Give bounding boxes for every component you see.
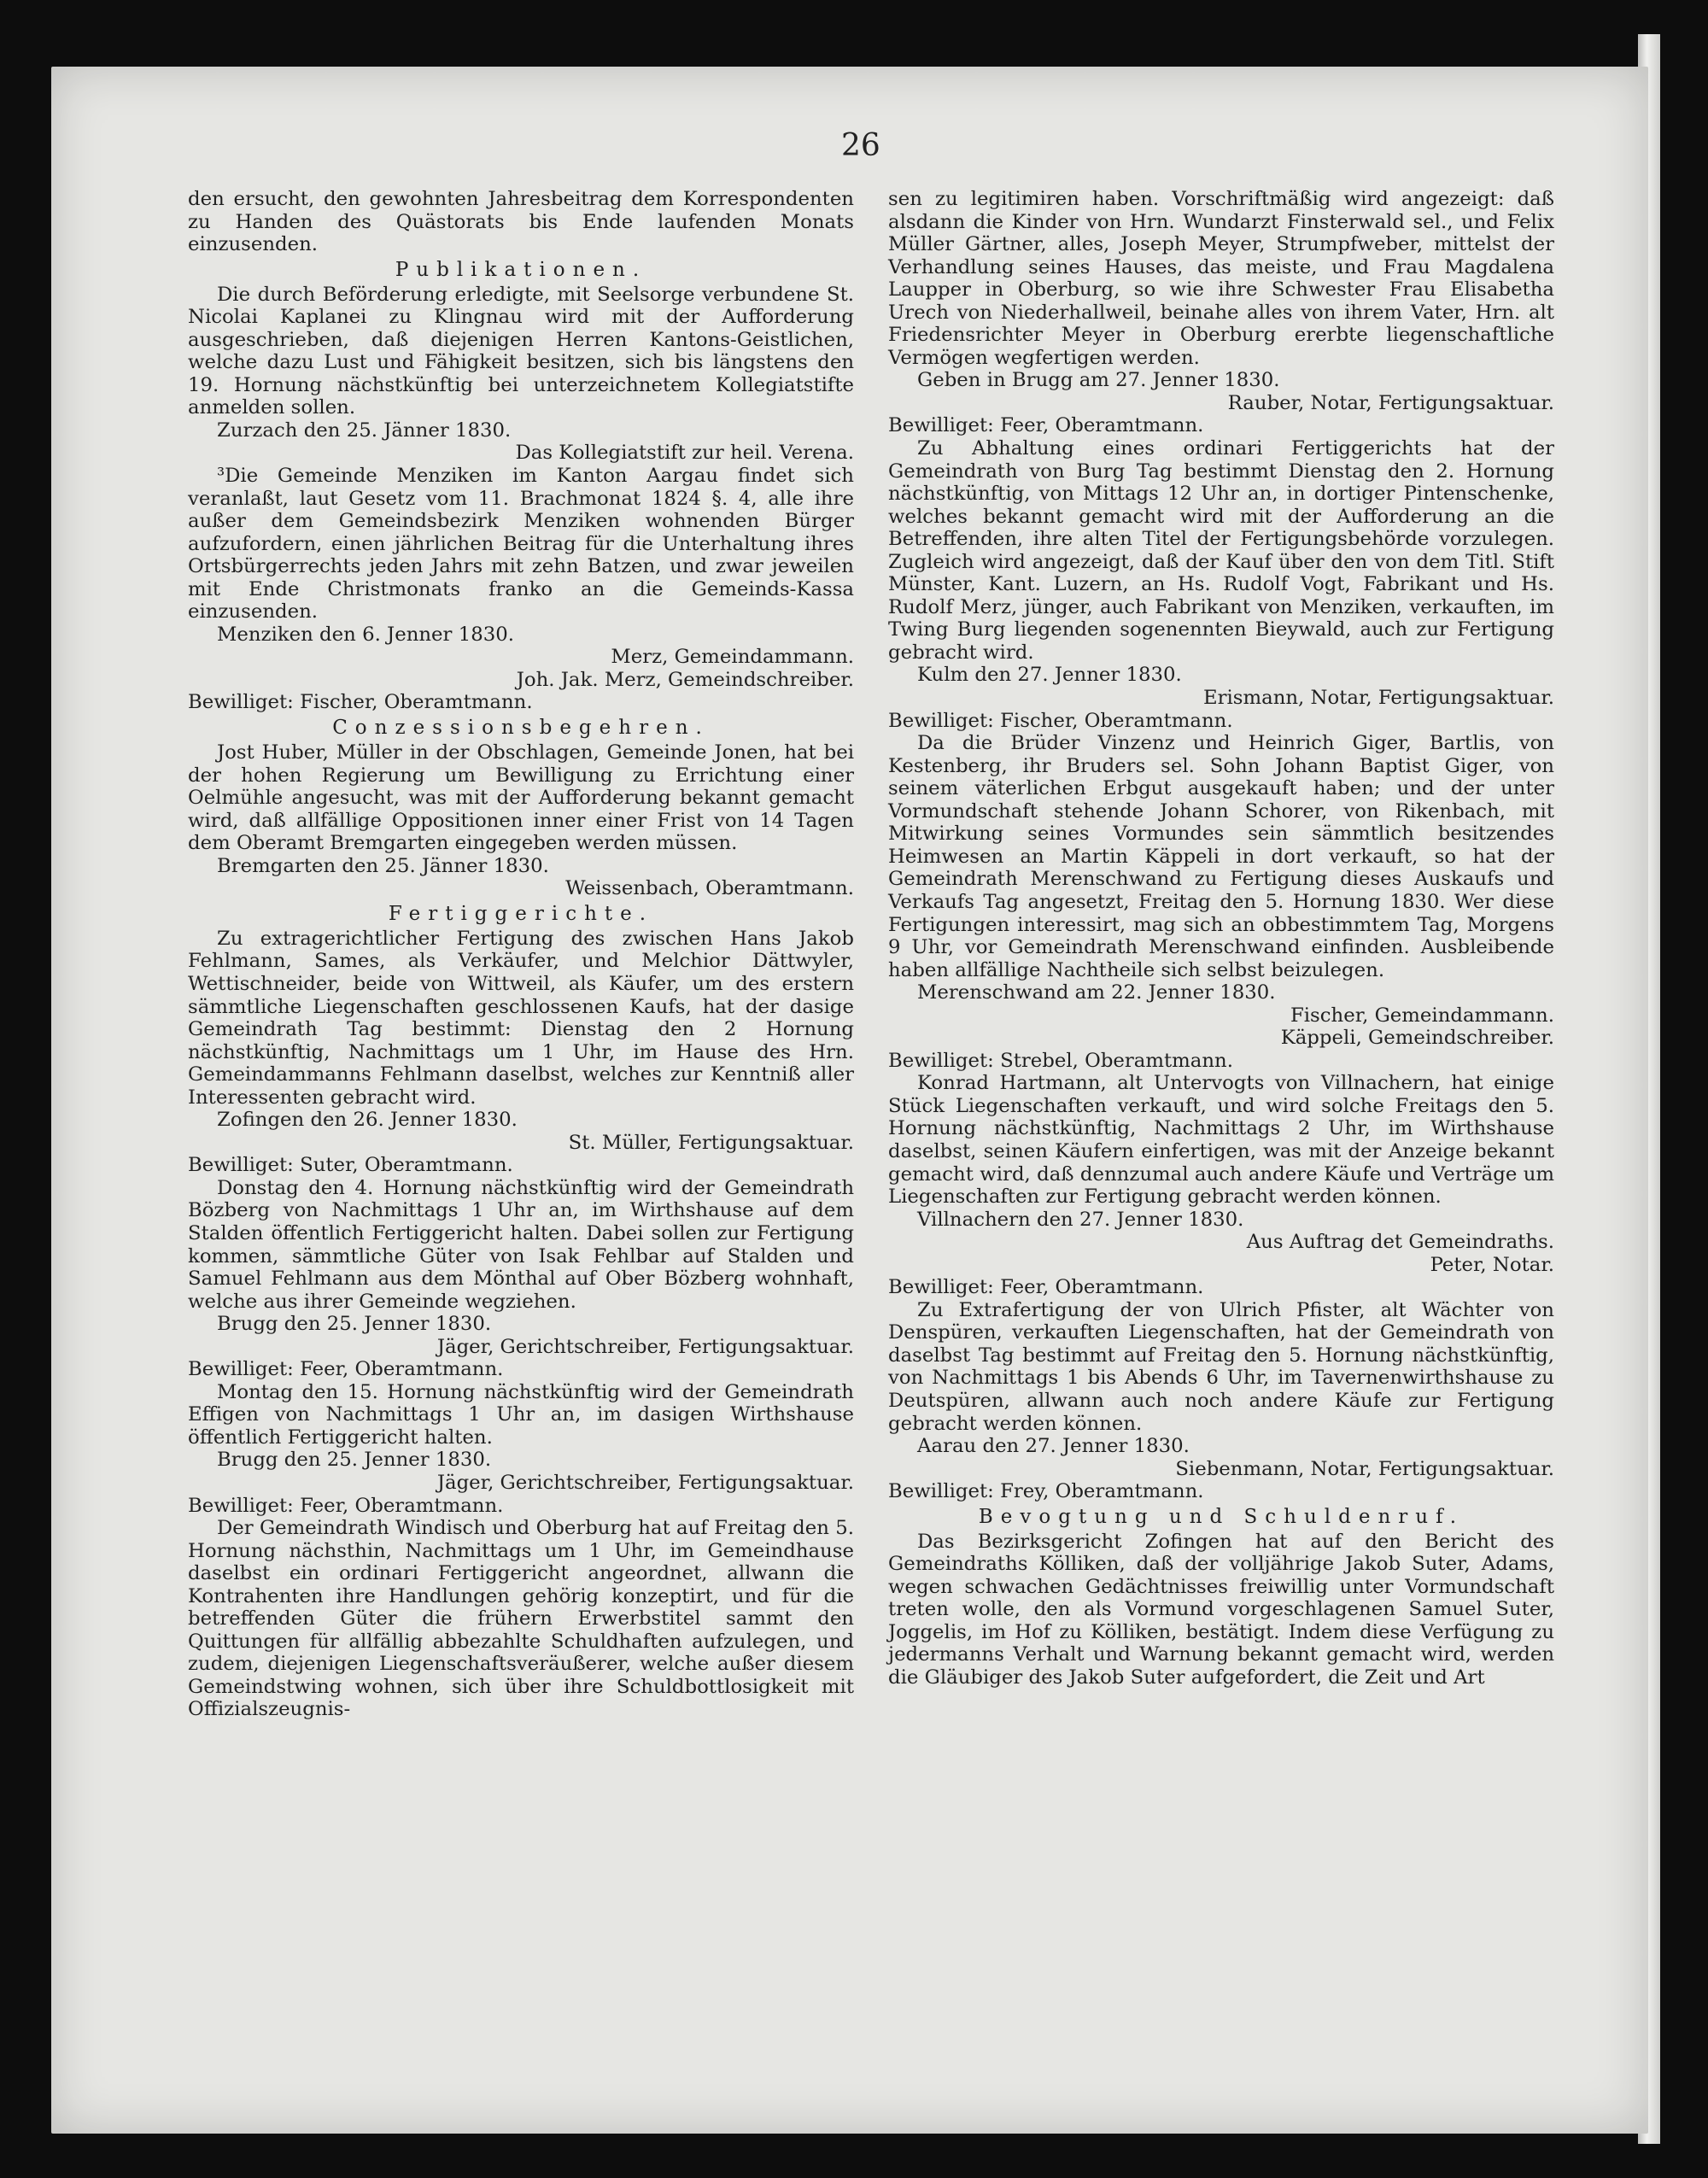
notice-text: Der Gemeindrath Windisch und Oberburg hat auf Freitag den 5. Hornung nächsthin, Nachmittags um 1 Uhr, im Gemeindhause daselbst ein ordinari Fertiggericht angeordnet, allwann die Kontrahenten ihre Handlungen gehörig konzeptirt, und für die betreffenden Güter die frühern Erwerbstitel sammt den Quittungen für allfällig abbezahlte Schuldhaften aufzulegen, und zudem, diejenigen Liegenschaftsveräußerer, welche außer diesem Gemeindstwing wohnen, sich über ihre Schuldbottlosigkeit mit Offizialszeugnis- bbox=[188, 1517, 854, 1721]
notice-signature: Käppeli, Gemeindschreiber. bbox=[1280, 1027, 1554, 1050]
notice-signature: Weissenbach, Oberamtmann. bbox=[565, 877, 854, 900]
notice-approval: Bewilliget: Fischer, Oberamtmann. bbox=[188, 691, 533, 714]
right-column bbox=[888, 188, 1554, 1689]
continuation-text: sen zu legitimiren haben. Vorschriftmäßig wird angezeigt: daß alsdann die Kinder von Hrn. Wundarzt Finsterwald sel., und Felix Müller Gärtner, alles, Joseph Meyer, Strumpfweber, mittelst der Verhandlung seines Hauses, das meiste, und Frau Magdalena Laupper in Oberburg, so wie ihre Schwester Frau Elisabetha Urech von Niederhallweil, beinahe alles von ihrem Vater, Hrn. alt Friedensrichter Meyer in Oberburg ererbte liegenschaftliche Vermögen wegfertigen werden. bbox=[888, 188, 1554, 369]
section-heading-bevogtung: Bevogtung und Schuldenruf. bbox=[978, 1505, 1465, 1528]
notice-date: Zofingen den 26. Jenner 1830. bbox=[217, 1109, 518, 1132]
notice-text: Zu extragerichtlicher Fertigung des zwischen Hans Jakob Fehlmann, Sames, als Verkäufer, und Melchior Dättwyler, Wettischneider, beide von Wittweil, als Käufer, um des erstern sämmtliche Liegenschaften geschlossenen Kaufs, hat der dasige Gemeindrath Tag bestimmt: Dienstag den 2 Hornung nächstkünftig, Nachmittags um 1 Uhr, im Hause des Hrn. Gemeindammanns Fehlmann daselbst, welches zur Kenntniß aller Interessenten gebracht wird. bbox=[188, 927, 854, 1109]
notice-text: Die durch Beförderung erledigte, mit Seelsorge verbundene St. Nicolai Kaplanei zu Klingnau wird mit der Aufforderung ausgeschrieben, daß diejenigen Herren Kantons-Geistlichen, welche dazu Lust und Fähigkeit besitzen, sich bis längstens den 19. Hornung nächstkünftig bei unterzeichnetem Kollegiatstifte anmelden sollen. bbox=[188, 283, 854, 419]
notice-signature: Aus Auftrag det Gemeindraths. bbox=[1246, 1231, 1554, 1254]
notice-date: Merenschwand am 22. Jenner 1830. bbox=[917, 981, 1276, 1004]
notice-date: Geben in Brugg am 27. Jenner 1830. bbox=[917, 369, 1280, 392]
notice-approval: Bewilliget: Suter, Oberamtmann. bbox=[188, 1154, 513, 1177]
notice-signature: Siebenmann, Notar, Fertigungsaktuar. bbox=[1175, 1457, 1554, 1480]
notice-date: Menziken den 6. Jenner 1830. bbox=[217, 623, 514, 646]
notice-approval: Bewilliget: Fischer, Oberamtmann. bbox=[888, 709, 1233, 732]
notice-date: Brugg den 25. Jenner 1830. bbox=[217, 1449, 492, 1472]
notice-signature: Fischer, Gemeindammann. bbox=[1290, 1004, 1554, 1027]
notice-signature: Jäger, Gerichtschreiber, Fertigungsaktuar. bbox=[436, 1471, 854, 1494]
notice-text: Donstag den 4. Hornung nächstkünftig wird der Gemeindrath Bözberg von Nachmittags 1 Uhr an, im Wirthshause auf dem Stalden öffentlich Fertiggericht halten. Dabei sollen zur Fertigung kommen, sämmtliche Güter von Isak Fehlbar auf Stalden und Samuel Fehlmann aus dem Mönthal auf Ober Bözberg wohnhaft, welche aus ihrer Gemeinde wegziehen. bbox=[188, 1176, 854, 1313]
section-heading-fertiggerichte: Fertiggerichte. bbox=[388, 902, 654, 925]
notice-signature: St. Müller, Fertigungsaktuar. bbox=[568, 1131, 854, 1154]
notice-signature: Jäger, Gerichtschreiber, Fertigungsaktuar. bbox=[436, 1335, 854, 1358]
notice-text: Konrad Hartmann, alt Untervogts von Villnachern, hat einige Stück Liegenschaften verkauft, und wird solche Freitags den 5. Hornung nächstkünftig, Nachmittags 2 Uhr, im Wirthshause daselbst, seinen Käufern einfertigen, was mit der Anzeige bekannt gemacht wird, daß dennzumal auch andere Käufe und Verträge um Liegenschaften zur Fertigung gebracht werden können. bbox=[888, 1072, 1554, 1209]
notice-signature: Erismann, Notar, Fertigungsaktuar. bbox=[1202, 687, 1554, 710]
notice-approval: Bewilliget: Feer, Oberamtmann. bbox=[888, 414, 1204, 437]
left-column bbox=[188, 188, 854, 1721]
notice-approval: Bewilliget: Frey, Oberamtmann. bbox=[888, 1480, 1204, 1503]
notice-date: Brugg den 25. Jenner 1830. bbox=[217, 1313, 492, 1336]
notice-text: Montag den 15. Hornung nächstkünftig wird der Gemeindrath Effigen von Nachmittags 1 Uhr an, im dasigen Wirthshause öffentlich Fertiggericht halten. bbox=[188, 1380, 854, 1449]
notice-signature: Merz, Gemeindammann. bbox=[611, 646, 854, 669]
notice-text: ³Die Gemeinde Menziken im Kanton Aargau findet sich veranlaßt, laut Gesetz vom 11. Brachmonat 1824 §. 4, alle ihre außer dem Gemeindsbezirk Menziken wohnenden Bürger aufzufordern, einen jährlichen Beitrag für die Unterhaltung ihres Ortsbürgerrechts jeden Jahrs mit zehn Batzen, und zwar jeweilen mit Ende Christmonats franko an die Gemeinds-Kassa einzusenden. bbox=[188, 465, 854, 624]
notice-approval: Bewilliget: Feer, Oberamtmann. bbox=[188, 1358, 504, 1381]
notice-date: Kulm den 27. Jenner 1830. bbox=[917, 664, 1182, 687]
notice-date: Bremgarten den 25. Jänner 1830. bbox=[217, 854, 549, 877]
notice-signature: Peter, Notar. bbox=[1430, 1253, 1554, 1276]
notice-signature: Das Kollegiatstift zur heil. Verena. bbox=[515, 442, 854, 465]
notice-text: Jost Huber, Müller in der Obschlagen, Gemeinde Jonen, hat bei der hohen Regierung um Bewilligung zu Errichtung einer Oelmühle angesucht, was mit der Aufforderung bekannt gemacht wird, daß allfällige Oppositionen inner einer Frist von 14 Tagen dem Oberamt Bremgarten eingegeben werden müssen. bbox=[188, 741, 854, 855]
notice-signature: Rauber, Notar, Fertigungsaktuar. bbox=[1227, 391, 1554, 414]
page-number: 26 bbox=[841, 128, 880, 163]
notice-date: Villnachern den 27. Jenner 1830. bbox=[917, 1208, 1244, 1231]
notice-text: Das Bezirksgericht Zofingen hat auf den Bericht des Gemeindraths Kölliken, daß der volljährige Jakob Suter, Adams, wegen schwachen Gedächtnisses freiwillig unter Vormundschaft treten wolle, den als Vormund vorgeschlagenen Samuel Suter, Joggelis, im Hof zu Kölliken, bestätigt. Indem diese Verfügung zu jedermanns Verhalt und Warnung bekannt gemacht wird, werden die Gläubiger des Jakob Suter aufgefordert, die Zeit und Art bbox=[888, 1530, 1554, 1689]
notice-signature: Joh. Jak. Merz, Gemeindschreiber. bbox=[516, 668, 854, 691]
notice-text: Zu Abhaltung eines ordinari Fertiggerichts hat der Gemeindrath von Burg Tag bestimmt Dienstag den 2. Hornung nächstkünftig, von Mittags 12 Uhr an, in dortiger Pintenschenke, welches bekannt gemacht wird mit der Aufforderung an die Betreffenden, ihre alten Titel der Fertigungsbehörde vorzulegen. Zugleich wird angezeigt, daß der Kauf über den von dem Titl. Stift Münster, Kant. Luzern, an Hs. Rudolf Vogt, Fabrikant und Hs. Rudolf Merz, jünger, auch Fabrikant von Menziken, verkauften, im Twing Burg liegenden sogenennten Bieywald, auch zur Fertigung gebracht wird. bbox=[888, 437, 1554, 664]
notice-approval: Bewilliget: Feer, Oberamtmann. bbox=[188, 1494, 504, 1517]
section-heading-publikationen: Publikationen. bbox=[395, 258, 647, 281]
notice-date: Zurzach den 25. Jänner 1830. bbox=[217, 419, 512, 442]
continuation-text: den ersucht, den gewohnten Jahresbeitrag dem Korrespondenten zu Handen des Quästorats bis Ende laufenden Monats einzusenden. bbox=[188, 188, 854, 256]
notice-date: Aarau den 27. Jenner 1830. bbox=[917, 1435, 1190, 1458]
notice-approval: Bewilliget: Feer, Oberamtmann. bbox=[888, 1276, 1204, 1299]
notice-text: Da die Brüder Vinzenz und Heinrich Giger, Bartlis, von Kestenberg, ihr Bruders sel. Sohn Johann Baptist Giger, von seinem väterlichen Erbgut ausgekauft haben; und der unter Vormundschaft stehende Johann Schorer, von Rikenbach, mit Mitwirkung seines Vormundes sein sämmtlich besitzendes Heimwesen an Martin Käppeli in dort verkauft, so hat der Gemeindrath Merenschwand zu Fertigung dieses Auskaufs und Verkaufs Tag angesetzt, Freitag den 5. Hornung 1830. Wer diese Fertigungen interessirt, mag sich an obbestimmtem Tag, Morgens 9 Uhr, vor Gemeindrath Merenschwand einfinden. Ausbleibende haben allfällige Nachtheile sich selbst beizulegen. bbox=[888, 732, 1554, 981]
notice-approval: Bewilliget: Strebel, Oberamtmann. bbox=[888, 1049, 1233, 1072]
notice-text: Zu Extrafertigung der von Ulrich Pfister, alt Wächter von Denspüren, verkauften Liegenschaften, hat der Gemeindrath von daselbst Tag bestimmt auf Freitag den 5. Hornung nächstkünftig, von Nachmittags 1 bis Abends 6 Uhr, im Tavernenwirthshause zu Deutspüren, allwann auch noch andere Käufe zur Fertigung gebracht werden können. bbox=[888, 1298, 1554, 1435]
section-heading-conzessionsbegehren: Conzessionsbegehren. bbox=[332, 717, 710, 740]
